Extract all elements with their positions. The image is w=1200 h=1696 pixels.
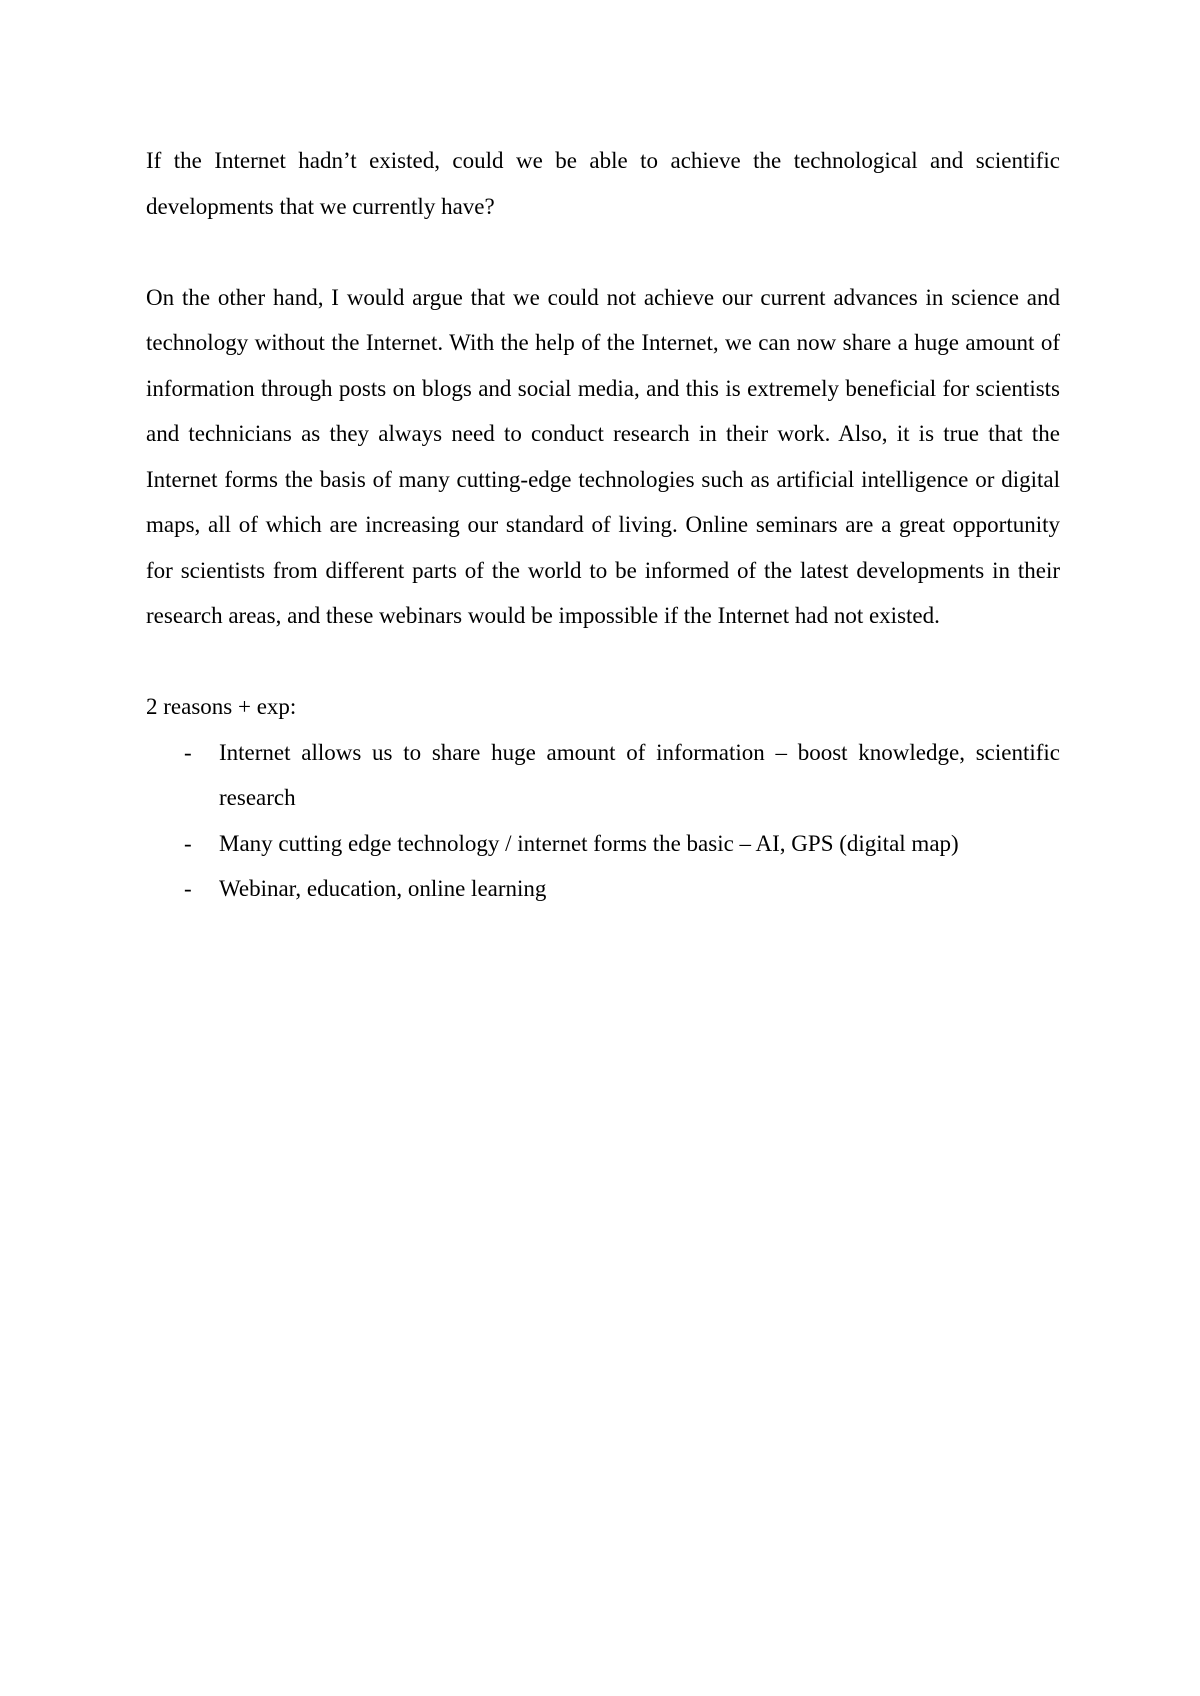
bullet-dash: -	[184, 739, 192, 765]
paragraph-spacer	[146, 639, 1060, 685]
list-item	[146, 821, 1060, 867]
list-item-text: Many cutting edge technology / internet forms the basic – AI, GPS (digital map)	[219, 830, 959, 856]
bullet-dash: -	[184, 876, 192, 901]
notes-list	[146, 730, 1060, 912]
list-item-text: Internet allows us to share huge amount of information – boost knowledge, scientific research	[219, 739, 1060, 810]
bullet-dash: -	[184, 830, 192, 856]
paragraph-spacer	[146, 229, 1060, 275]
answer-paragraph: On the other hand, I would argue that we could not achieve our current advances in science and technology without the Internet. With the help of the Internet, we can now share a huge amount of information through posts on blogs and social media, and this is extremely beneficial for scientists and technicians as they always need to conduct research in their work. Also, it is true that the Internet forms the basis of many cutting-edge technologies such as artificial intelligence or digital maps, all of which are increasing our standard of living. Online seminars are a great opportunity for scientists from different parts of the world to be informed of the latest developments in their research areas, and these webinars would be impossible if the Internet had not existed.	[146, 284, 1060, 628]
list-item	[146, 866, 1060, 912]
list-item	[146, 730, 1060, 821]
question-paragraph: If the Internet hadn’t existed, could we be able to achieve the technological and scientific developments that we currently have?	[146, 148, 1060, 219]
list-item-text: Webinar, education, online learning	[219, 876, 547, 901]
notes-heading: 2 reasons + exp:	[146, 694, 297, 719]
